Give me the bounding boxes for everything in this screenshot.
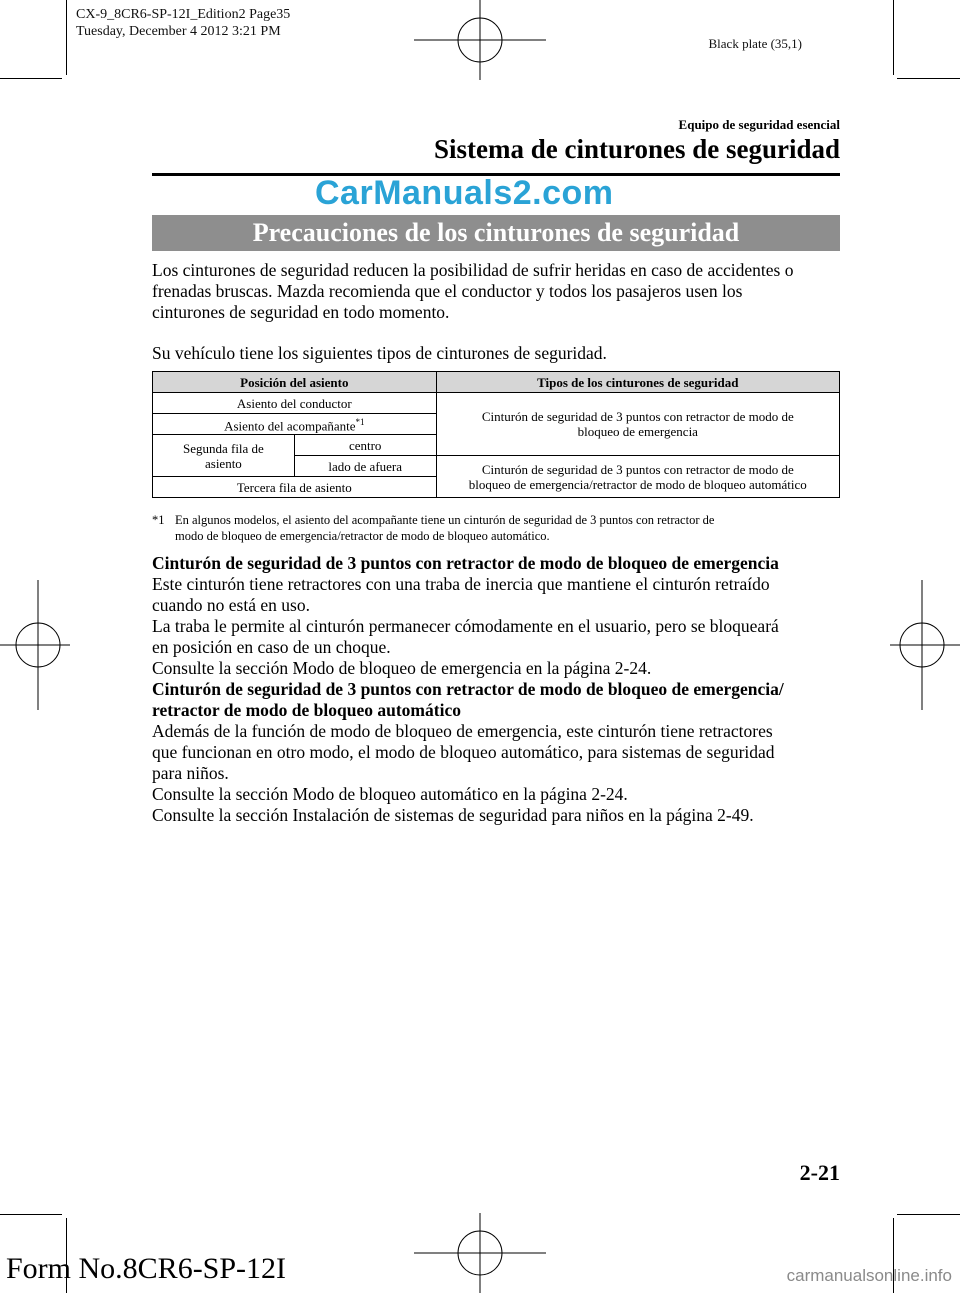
types-sentence: Su vehículo tiene los siguientes tipos de cinturones de seguridad. — [152, 343, 607, 363]
section-elr-line: cuando no está en uso. — [152, 595, 310, 615]
registration-mark-top — [414, 0, 546, 80]
crop-mark — [893, 0, 894, 75]
belt-types-table — [152, 371, 840, 498]
page-number: 2-21 — [799, 1160, 840, 1185]
type-elr-line: Cinturón de seguridad de 3 puntos con retractor de modo de — [481, 409, 794, 425]
intro-paragraph — [152, 260, 852, 323]
section-elr-alr-line: Además de la función de modo de bloqueo de emergencia, este cinturón tiene retractores — [152, 721, 773, 741]
table-cell-center: centro — [294, 435, 436, 456]
intro-line: frenadas bruscas. Mazda recomienda que el conductor y todos los pasajeros usen los — [152, 281, 743, 301]
section-elr-line: Este cinturón tiene retractores con una traba de inercia que mantiene el cinturón retraído — [152, 574, 770, 594]
section-elr-alr-heading: Cinturón de seguridad de 3 puntos con retractor de modo de bloqueo de emergencia/ — [152, 679, 784, 699]
section-elr-line: La traba le permite al cinturón permanecer cómodamente en el usuario, pero se bloqueará — [152, 616, 779, 636]
table-header-position: Posición del asiento — [153, 372, 437, 393]
section-elr-alr-line: Consulte la sección Instalación de sistemas de seguridad para niños en la página 2-49. — [152, 805, 754, 825]
table-cell-outer: lado de afuera — [294, 456, 436, 477]
crop-mark — [897, 1214, 960, 1215]
passenger-label: Asiento del acompañante — [224, 418, 356, 434]
registration-mark-left — [0, 580, 70, 710]
section-elr-alr-line: para niños. — [152, 763, 229, 783]
form-number: Form No.8CR6-SP-12I — [6, 1252, 287, 1285]
footnote-line: En algunos modelos, el asiento del acompañante tiene un cinturón de seguridad de 3 puntos con retractor de — [175, 513, 715, 527]
table-cell-second-row — [153, 435, 295, 477]
type-elr-line: bloqueo de emergencia — [577, 424, 698, 440]
registration-mark-bottom — [414, 1213, 546, 1293]
watermark-logo: CarManuals2.com — [315, 174, 614, 212]
section-elr — [152, 553, 852, 679]
print-metadata — [76, 6, 290, 40]
section-elr-alr-heading: retractor de modo de bloqueo automático — [152, 700, 461, 720]
table-cell-type-elr — [436, 393, 839, 456]
registration-mark-right — [890, 580, 960, 710]
chapter-title: Sistema de cinturones de seguridad — [433, 134, 840, 164]
section-elr-line: en posición en caso de un choque. — [152, 637, 391, 657]
section-label: Equipo de seguridad esencial — [678, 117, 840, 132]
section-elr-alr-line: Consulte la sección Modo de bloqueo automático en la página 2-24. — [152, 784, 628, 804]
crop-mark — [0, 1214, 62, 1215]
table-cell-passenger — [153, 414, 437, 435]
footnote-line: modo de bloqueo de emergencia/retractor de modo de bloqueo automático. — [175, 529, 550, 543]
footnote-text — [175, 512, 845, 544]
table-header-types: Tipos de los cinturones de seguridad — [436, 372, 839, 393]
print-date-line: Tuesday, December 4 2012 3:21 PM — [76, 24, 281, 39]
site-watermark: carmanualsonline.info — [786, 1266, 952, 1285]
crop-mark — [897, 78, 960, 79]
footnote-mark: *1 — [152, 513, 165, 527]
crop-mark — [0, 78, 62, 79]
type-elr-alr-line: Cinturón de seguridad de 3 puntos con retractor de modo de — [481, 461, 794, 477]
second-row-line: asiento — [204, 455, 242, 471]
section-elr-alr — [152, 679, 852, 826]
table-cell-driver: Asiento del conductor — [153, 393, 437, 414]
intro-line: Los cinturones de seguridad reducen la posibilidad de sufrir heridas en caso de accidentes o — [152, 260, 794, 280]
plate-label: Black plate (35,1) — [708, 36, 802, 51]
table-cell-type-elr-alr — [436, 456, 839, 498]
crop-mark — [66, 0, 67, 75]
section-elr-heading: Cinturón de seguridad de 3 puntos con retractor de modo de bloqueo de emergencia — [152, 553, 779, 573]
intro-line: cinturones de seguridad en todo momento. — [152, 302, 450, 322]
second-row-line: Segunda fila de — [182, 440, 264, 456]
type-elr-alr-line: bloqueo de emergencia/retractor de modo de bloqueo automático — [468, 476, 807, 492]
section-elr-alr-line: que funcionan en otro modo, el modo de bloqueo automático, para sistemas de seguridad — [152, 742, 775, 762]
passenger-footnote-ref: *1 — [355, 417, 365, 427]
table-cell-third-row: Tercera fila de asiento — [153, 477, 437, 498]
print-file-line: CX-9_8CR6-SP-12I_Edition2 Page35 — [76, 7, 291, 22]
section-elr-line: Consulte la sección Modo de bloqueo de emergencia en la página 2-24. — [152, 658, 652, 678]
section-banner: Precauciones de los cinturones de seguridad — [152, 215, 840, 251]
